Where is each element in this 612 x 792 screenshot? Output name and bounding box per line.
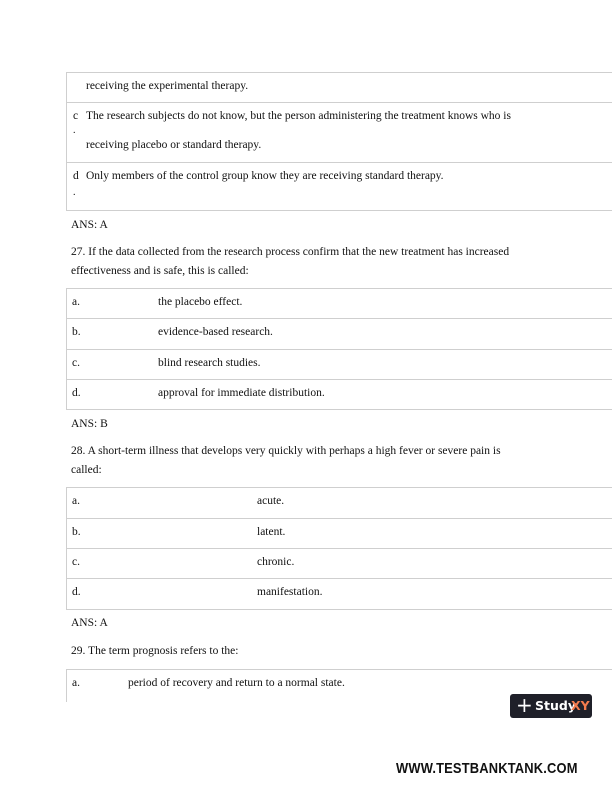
- q26-option-c-text-line1: The research subjects do not know, but the person administering the treatment knows who is: [86, 110, 511, 122]
- q28-option-c-text: chronic.: [257, 556, 295, 568]
- q28-stem-line2: called:: [71, 464, 102, 476]
- footer-site-name: WWW.TESTBANKTANK.COM: [396, 760, 578, 777]
- badge-brand-word: Study: [535, 698, 576, 713]
- q26-option-c-letter: c: [73, 110, 79, 122]
- q28-stem-line1: 28. A short-term illness that develops very quickly with perhaps a high fever or severe pain is: [71, 445, 501, 457]
- q27-answer: ANS: B: [71, 418, 108, 430]
- q26-option-c-dot: .: [73, 125, 76, 136]
- q29-option-a-text: period of recovery and return to a normal state.: [128, 677, 345, 689]
- q27-option-c-letter: c.: [72, 357, 80, 369]
- q26-option-d-dot: .: [73, 187, 76, 198]
- q27-option-d-text: approval for immediate distribution.: [158, 387, 325, 399]
- q26-option-d-text: Only members of the control group know they are receiving standard therapy.: [86, 170, 444, 182]
- q26-option-c-text-line2: receiving placebo or standard therapy.: [86, 139, 262, 151]
- q27-stem-line2: effectiveness and is safe, this is called:: [71, 265, 249, 277]
- q26-option-d-letter: d: [73, 170, 79, 182]
- q28-option-b-letter: b.: [72, 526, 81, 538]
- q27-option-d-letter: d.: [72, 387, 81, 399]
- q28-option-a-text: acute.: [257, 495, 285, 507]
- q26-option-b-continuation: receiving the experimental therapy.: [86, 80, 249, 92]
- q27-option-b-text: evidence-based research.: [158, 326, 273, 338]
- q27-option-a-text: the placebo effect.: [158, 296, 243, 308]
- q28-answer: ANS: A: [71, 617, 108, 629]
- q27-option-c-text: blind research studies.: [158, 357, 261, 369]
- q28-option-a-letter: a.: [72, 495, 80, 507]
- q26-answer: ANS: A: [71, 219, 108, 231]
- q29-stem: 29. The term prognosis refers to the:: [71, 645, 239, 657]
- q27-option-a-letter: a.: [72, 296, 80, 308]
- q27-stem-line1: 27. If the data collected from the research process confirm that the new treatment has increased: [71, 246, 510, 258]
- plus-icon: +: [516, 693, 533, 717]
- badge-brand-accent: XY: [571, 698, 590, 713]
- q27-option-b-letter: b.: [72, 326, 81, 338]
- q28-option-d-letter: d.: [72, 586, 81, 598]
- q28-option-c-letter: c.: [72, 556, 80, 568]
- q28-option-d-text: manifestation.: [257, 586, 323, 598]
- studyxy-badge[interactable]: [510, 694, 592, 718]
- q28-option-b-text: latent.: [257, 526, 286, 538]
- q29-option-a-letter: a.: [72, 677, 80, 689]
